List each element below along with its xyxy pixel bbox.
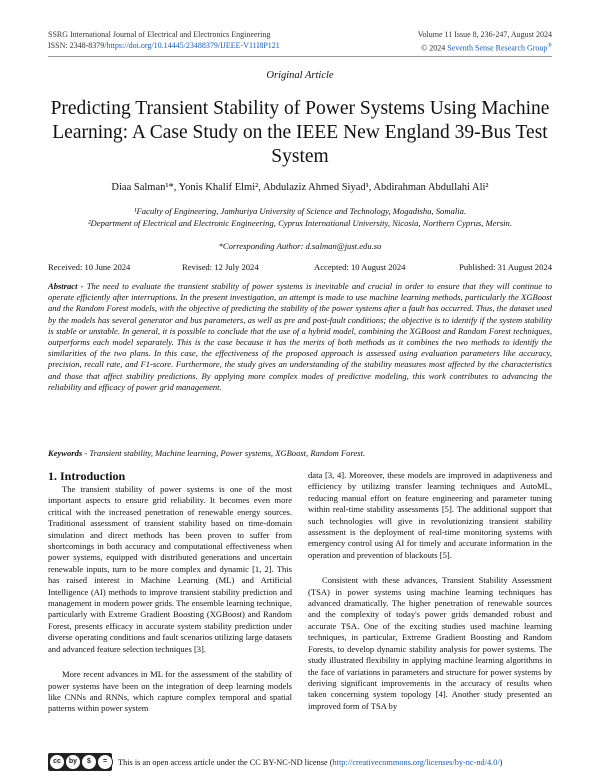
date-received: Received: 10 June 2024 (48, 262, 131, 272)
noderivatives-icon: = (97, 754, 113, 770)
affiliations (48, 206, 552, 229)
keywords (48, 448, 552, 458)
keywords-text: Transient stability, Machine learning, Power systems, XGBoost, Random Forest. (89, 448, 366, 458)
paragraph: data [3, 4]. Moreover, these models are improved in adaptiveness and efficiency by utilizing transfer learning techniques and AutoML, reducing manual effort on feature engineering and parameter tuning within real-time stability assessments [5]. The additional support that such technologies will give in revolutionizing transient stability assessment is the deployment of real-time monitoring systems with emergency control using AI for timely and accurate information in the operation and prevention of blackouts [5]. (308, 470, 552, 560)
paragraph: Consistent with these advances, Transient Stability Assessment (TSA) in power systems using machine learning techniques has advanced dramatically. The higher penetration of renewable sources and the complexity of today's power grids demanded robust and accurate TSA. One of the exciting studies used machine learning techniques, in particular, Extreme Gradient Boosting and Random Forests, to develop dynamic stability analysis for power systems. The study illustrated flexibility in applying machine learning algorithms in the face of variations in parameters and structure for power systems by deriving significant improvements in the accuracy of results when taken concerning system topology [4]. Another study presented an improved form of TSA by (308, 575, 552, 711)
date-accepted: Accepted: 10 August 2024 (314, 262, 406, 272)
cc-icon: cc (49, 754, 65, 770)
noncommercial-icon: $ (81, 754, 97, 770)
journal-header (48, 30, 280, 51)
volume-header (418, 30, 552, 54)
copyright: © 2024 (421, 43, 448, 53)
left-column (48, 484, 292, 715)
keywords-label: Keywords - (48, 448, 90, 458)
corresponding-author: *Corresponding Author: d.salman@just.edu.so (218, 241, 382, 251)
paragraph: The transient stability of power systems is one of the most important aspects to ensure grid reliability. It becomes even more critical with the increased penetration of renewable energy sources. Traditional assessment of transient stability based on time-domain simulation and direct methods has been proven to suffer from shortcomings in both accuracy and computational effectiveness when power systems, equipped with distributed generations and uncertain renewable inputs, turn to be more complex and dynamic [1, 2]. This has raised interest in Machine Learning (ML) and Artificial Intelligence (AI) methods to improve transient stability prediction and management in modern power grids. The ensemble learning technique, particularly with Extreme Gradient Boosting (XGBoost) and Random Forest, presents efficacy in accurate system stability prediction under diverse operating conditions and fault scenarios utilizing large datasets and advanced feature selection techniques [3]. (48, 484, 292, 654)
attribution-icon: by (65, 754, 81, 770)
journal-name: SSRG International Journal of Electrical and Electronics Engineering (48, 30, 271, 39)
issn: ISSN: 2348-8379/ (48, 40, 107, 50)
doi-link[interactable]: https://doi.org/10.14445/23488379/IJEEE-V11I8P121 (106, 40, 280, 50)
registered-mark: ® (547, 42, 552, 49)
publisher-link[interactable]: Seventh Sense Research Group (447, 43, 548, 53)
authors: Diaa Salman¹*, Yonis Khalif Elmi², Abdulaziz Ahmed Siyad¹, Abdirahman Abdullahi Ali² (111, 182, 489, 193)
article-type: Original Article (266, 70, 334, 81)
license-footer: This is an open access article under the CC BY-NC-ND license (http://creativecommons.org/licenses/by-nc-nd/4.0/) (118, 758, 503, 767)
abstract-label: Abstract - (48, 281, 87, 291)
affiliation-2: ²Department of Electrical and Electronic Engineering, Cyprus International University, Nicosia, Northern Cyprus, Mersin. (87, 217, 513, 228)
section-heading: 1. Introduction (48, 469, 126, 483)
date-revised: Revised: 12 July 2024 (182, 262, 259, 272)
abstract-text: The need to evaluate the transient stability of power systems is inevitable and crucial in order to ensure that they will continue to operate efficiently after interruptions. In the present investigation, an attempt is made to use machine learning methods, particularly the XGBoost and the Random Forest models, with the objective of predicting the stability of the power systems after a fault has occurred. Thus, the dataset used by the models has several generator and bus parameters, as well as pre and post-fault conditions; the objective is to identify if the system stability is stable or unstable. In general, it is possible to conclude that the use of a hybrid model, combining the XGBoost and Random Forest techniques, outperforms each model separately. This is the case because it has the merits of both methods as it combines the two methods to identify the similarities of the two plans. In this case, the effectiveness of the proposed approach is assessed using evaluation parameters like accuracy, precision, recall rate, and F1-score. Furthermore, the study gives an understanding of the stability measures most affected by the characteristics and those that affect stability predictions. By applying more complex modes of predictive modeling, this work contributes to advancing the reliability and efficacy of power grid management. (48, 281, 552, 392)
cc-license-badge[interactable] (48, 753, 112, 771)
right-column (308, 470, 552, 712)
paper-title: Predicting Transient Stability of Power Systems Using Machine Learning: A Case Study on the IEEE New England 39-Bus Test System (50, 98, 550, 167)
volume-info: Volume 11 Issue 8, 236-247, August 2024 (417, 30, 552, 39)
license-link[interactable]: http://creativecommons.org/licenses/by-nc-nd/4.0/ (332, 758, 500, 767)
header-divider (48, 56, 552, 57)
paragraph: More recent advances in ML for the assessment of the stability of power systems have been on the integration of deep learning models like CNNs and RNNs, which capture complex temporal and spatial patterns within power system (48, 669, 292, 714)
affiliation-1: ¹Faculty of Engineering, Jamhuriya University of Science and Technology, Mogadishu, Somalia. (133, 206, 467, 216)
license-text: This is an open access article under the CC BY-NC-ND license ( (118, 758, 333, 767)
date-published: Published: 31 August 2024 (459, 262, 552, 272)
abstract (48, 281, 552, 393)
